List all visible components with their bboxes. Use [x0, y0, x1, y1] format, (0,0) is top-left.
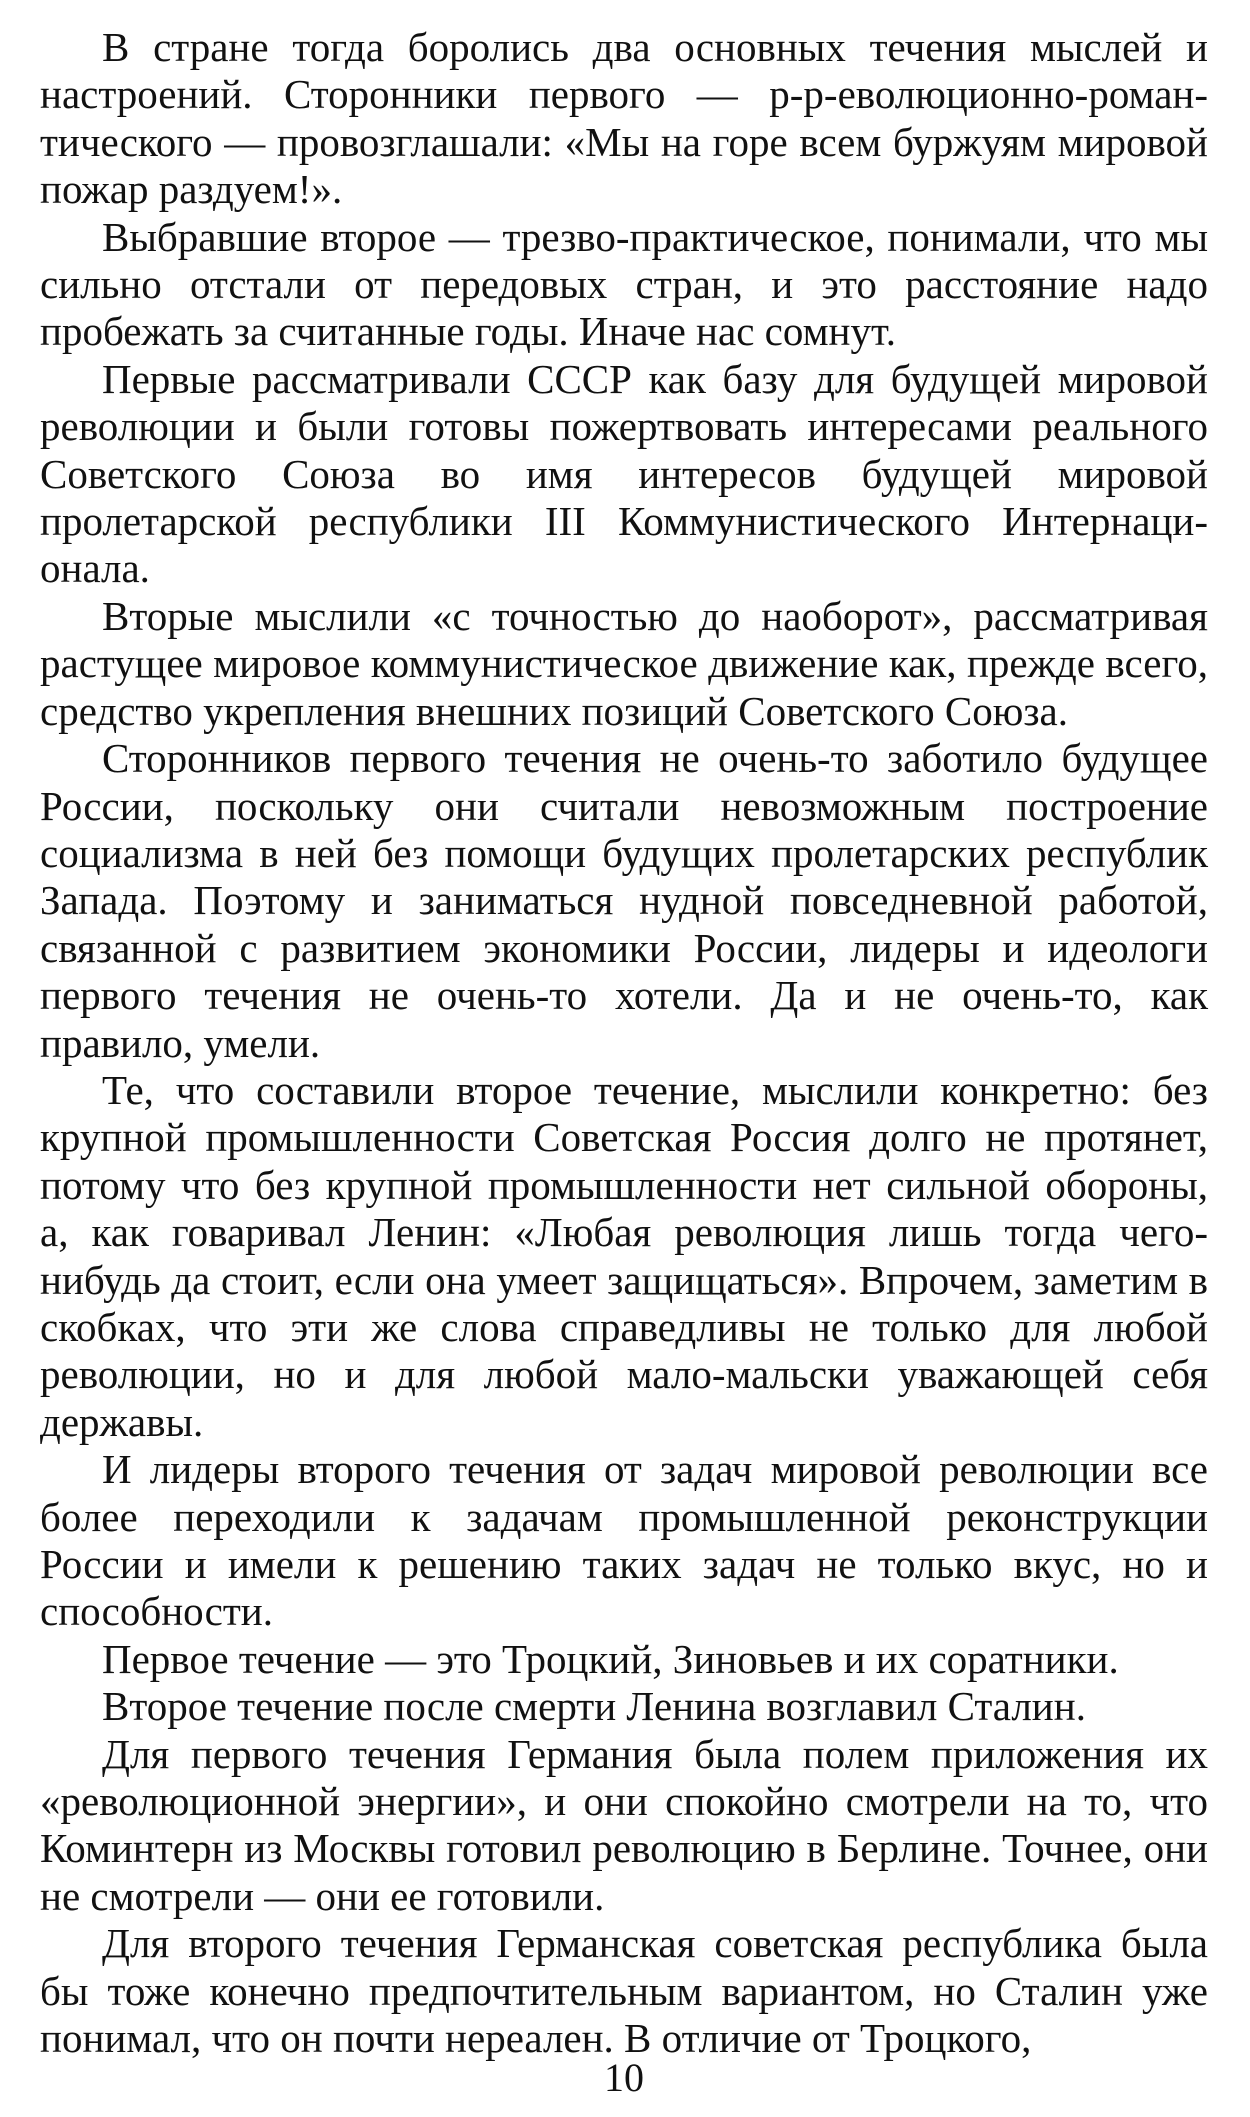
paragraph-3: Первые рассматривали СССР как базу для будущей мировой революции и были готовы пожертвовать интересами реального Советского Союза во имя интересов будущей мировой пролетарской республики III Коммунистического Интернационала. — [40, 355, 1208, 592]
paragraph-5: Сторонников первого течения не очень-то заботило будущее России, поскольку они считали невозможным построение социализма в ней без помощи будущих пролетарских республик Запада. Поэтому и заниматься нудной повседневной работой, связанной с развитием экономики России, лидеры и идеологи первого течения не очень-то хотели. Да и не очень-то, как правило, умели. — [40, 735, 1208, 1066]
paragraph-6: Те, что составили второе течение, мыслили конкретно: без крупной промышленности Советская Россия долго не протянет, потому что без крупной промышленности нет сильной обороны, а, как говаривал Ленин: «Любая революция лишь тогда чего-нибудь да стоит, если она умеет защищаться». Впрочем, заметим в скобках, что эти же слова справедливы не только для любой революции, но и для любой мало-мальски уважающей себя державы. — [40, 1066, 1208, 1445]
book-page — [40, 24, 1208, 2100]
body-text — [40, 24, 1208, 2062]
paragraph-9: Второе течение после смерти Ленина возглавил Сталин. — [102, 1683, 1086, 1730]
paragraph-11: Для второго течения Германская советская республика была бы тоже конечно предпочтительным вариантом, но Сталин уже понимал, что он почти нереален. В отличие от Троцкого, — [40, 1920, 1208, 2062]
paragraph-10: Для первого течения Германия была полем приложения их «революционной энергии», и они спокойно смотрели на то, что Коминтерн из Москвы готовил революцию в Берлине. Точнее, они не смотрели — они ее готовили. — [40, 1730, 1208, 1919]
page-number: 10 — [604, 2055, 644, 2100]
paragraph-1: В стране тогда боролись два основных течения мыслей и настроений. Сторонники первого — р-р-еволюционно-романтического — провозглашали: «Мы на горе всем буржуям мировой пожар раздуем!». — [40, 24, 1208, 213]
paragraph-2: Выбравшие второе — трезво-практическое, понимали, что мы сильно отстали от передовых стран, и это расстояние надо пробежать за считанные годы. Иначе нас сомнут. — [40, 213, 1208, 355]
paragraph-8: Первое течение — это Троцкий, Зиновьев и их соратники. — [102, 1635, 1119, 1682]
paragraph-7: И лидеры второго течения от задач мировой революции все более переходили к задачам промышленной реконструкции России и имели к решению таких задач не только вкус, но и способности. — [40, 1446, 1208, 1635]
paragraph-4: Вторые мыслили «с точностью до наоборот», рассматривая растущее мировое коммунистическое движение как, прежде всего, средство укрепления внешних позиций Советского Союза. — [40, 592, 1208, 734]
